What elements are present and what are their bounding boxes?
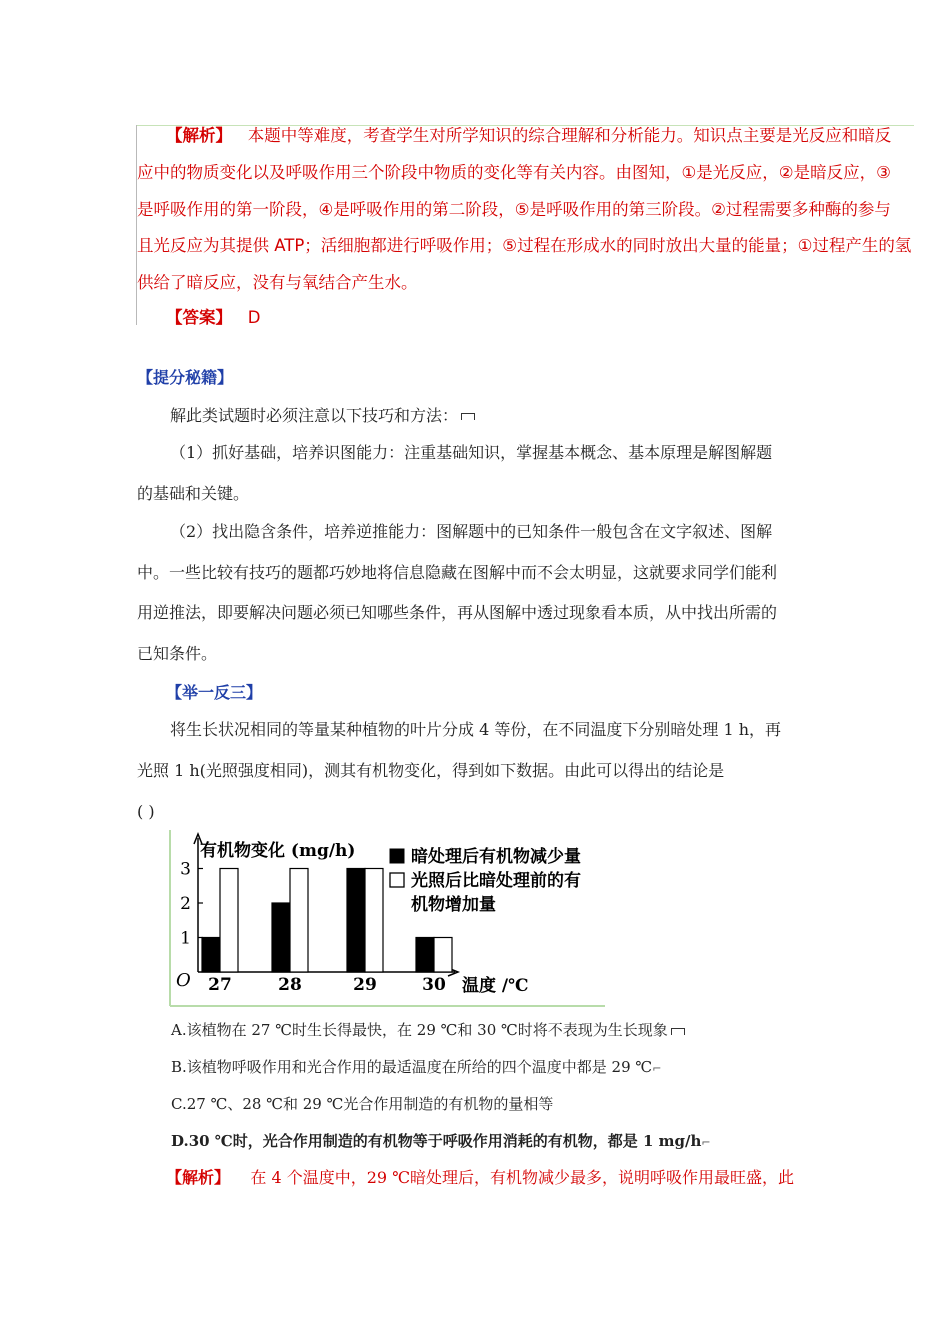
question-line-2: 光照 1 h(光照强度相同)，测其有机物变化，得到如下数据。由此可以得出的结论是	[137, 761, 725, 780]
tips-p2-line2: 中。一些比较有技巧的题都巧妙地将信息隐藏在图解中而不会太明显，这就要求同学们能利	[137, 563, 778, 582]
question-paren: ( )	[137, 802, 155, 821]
tips-p2-line3: 用逆推法，即要解决问题必须已知哪些条件，再从图解中透过现象看本质，从中找出所需的	[137, 603, 778, 622]
tips-p2-line1: （2）找出隐含条件，培养逆推能力：图解题中的已知条件一般包含在文字叙述、图解	[170, 522, 773, 541]
bar-dark	[202, 938, 220, 973]
analysis-line-3: 是呼吸作用的第一阶段，④是呼吸作用的第二阶段，⑤是呼吸作用的第三阶段。②过程需要多种酶的参与	[137, 200, 891, 219]
x-tick-label: 30	[422, 975, 446, 995]
analysis-line-1	[166, 126, 891, 146]
paragraph-mark-icon	[461, 413, 475, 420]
practice-heading: 【举一反三】	[166, 683, 263, 702]
option-a-text: A.该植物在 27 ℃时生长得最快，在 29 ℃和 30 ℃时将不表现为生长现象	[171, 1021, 668, 1039]
bar-dark	[416, 938, 434, 973]
bar-light	[220, 869, 238, 973]
legend-swatch-light	[390, 873, 404, 887]
answer-tag: 【答案】	[166, 308, 232, 327]
origin-label: O	[176, 970, 191, 991]
y-tick-label: 3	[180, 859, 191, 880]
option-c: C.27 ℃、28 ℃和 29 ℃光合作用制造的有机物的量相等	[171, 1095, 554, 1113]
x-tick-label: 29	[353, 975, 377, 995]
analysis2-text: 在 4 个温度中，29 ℃暗处理后，有机物减少最多，说明呼吸作用最旺盛，此	[250, 1168, 795, 1187]
x-tick-label: 27	[208, 975, 232, 995]
tips-p1-line1: （1）抓好基础，培养识图能力：注重基础知识，掌握基本概念、基本原理是解图解题	[170, 443, 773, 462]
analysis2-tag: 【解析】	[166, 1168, 231, 1187]
option-b-text: B.该植物呼吸作用和光合作用的最适温度在所给的四个温度中都是 29 ℃	[171, 1058, 653, 1076]
bar-chart	[168, 830, 608, 1008]
bar-dark	[347, 869, 365, 973]
y-axis-label: 有机物变化 (mg/h)	[200, 841, 356, 861]
paragraph-mark-icon	[671, 1028, 685, 1035]
option-a	[171, 1020, 685, 1040]
x-axis-label: 温度 /℃	[462, 976, 529, 996]
legend-label-dark: 暗处理后有机物减少量	[411, 847, 581, 867]
question-line-1: 将生长状况相同的等量某种植物的叶片分成 4 等份，在不同温度下分别暗处理 1 h，再	[170, 720, 782, 739]
tips-p2-line4: 已知条件。	[137, 644, 218, 663]
analysis2-line	[166, 1168, 794, 1188]
option-b	[171, 1057, 661, 1079]
tips-intro-text: 解此类试题时必须注意以下技巧和方法：	[170, 406, 459, 425]
analysis-tag: 【解析】	[166, 126, 232, 145]
analysis-line-5: 供给了暗反应，没有与氧结合产生水。	[137, 273, 418, 292]
bar-light	[365, 869, 383, 973]
analysis-line-4: 且光反应为其提供 ATP；活细胞都进行呼吸作用；⑤过程在形成水的同时放出大量的能量；①过程产生的氢	[137, 236, 912, 255]
answer-line	[166, 308, 260, 328]
y-tick-label: 1	[180, 928, 191, 949]
legend-label-light-1: 光照后比暗处理前的有	[411, 871, 581, 891]
line-mark-icon: ⌐	[652, 1062, 662, 1075]
tips-intro	[170, 406, 475, 426]
analysis-box-left-border	[136, 125, 137, 325]
x-tick-label: 28	[278, 975, 302, 995]
tips-p1-line2: 的基础和关键。	[137, 484, 250, 503]
bar-light	[434, 938, 452, 973]
option-d	[171, 1131, 711, 1153]
analysis-line-2: 应中的物质变化以及呼吸作用三个阶段中物质的变化等有关内容。由图知，①是光反应，②是暗反应，③	[137, 163, 891, 182]
analysis-text-1: 本题中等难度，考查学生对所学知识的综合理解和分析能力。知识点主要是光反应和暗反	[247, 126, 892, 145]
legend-swatch-dark	[390, 849, 404, 863]
line-mark-icon: ⌐	[701, 1136, 711, 1149]
tips-heading: 【提分秘籍】	[137, 368, 234, 387]
answer-value: D	[247, 308, 261, 327]
bar-light	[290, 869, 308, 973]
bar-dark	[272, 903, 290, 972]
y-tick-label: 2	[180, 894, 191, 914]
legend-label-light-2: 机物增加量	[411, 895, 496, 915]
option-d-text: D.30 ℃时，光合作用制造的有机物等于呼吸作用消耗的有机物，都是 1 mg/h	[171, 1132, 702, 1150]
